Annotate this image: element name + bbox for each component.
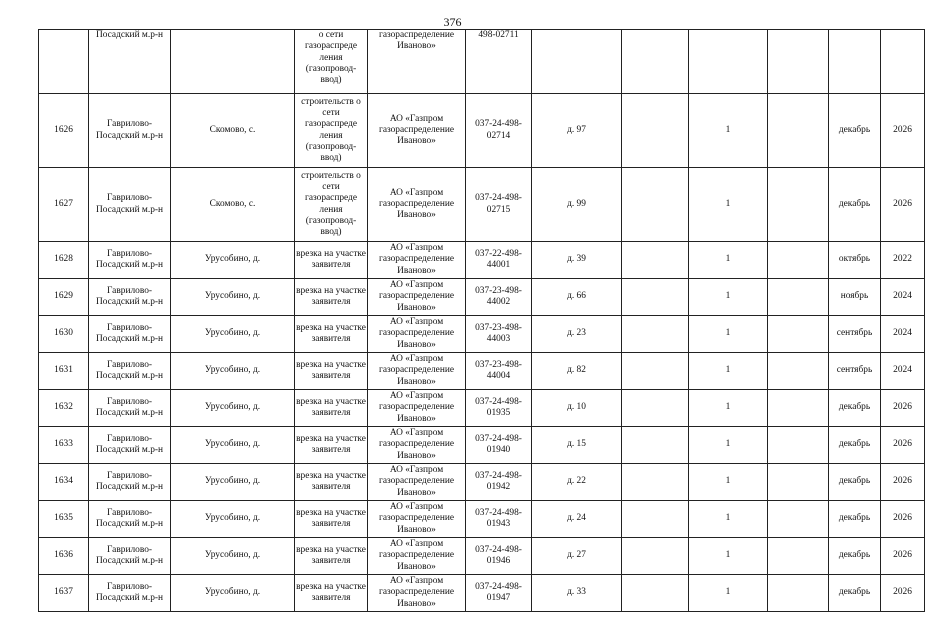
cell-work-type: врезка на участке заявителя — [295, 501, 368, 538]
cell-organization: АО «Газпром газораспределение Иваново» — [368, 390, 466, 427]
cell-year: 2026 — [881, 501, 925, 538]
cell-month: ноябрь — [829, 279, 881, 316]
table-row — [39, 353, 925, 390]
cell-empty-2 — [768, 94, 829, 168]
cell-settlement: Урусобино, д. — [171, 316, 295, 353]
cell-empty-2 — [768, 279, 829, 316]
cell-district: Гаврилово-Посадский м.р-н — [89, 575, 171, 612]
cell-work-type: врезка на участке заявителя — [295, 427, 368, 464]
cell-district: Гаврилово-Посадский м.р-н — [89, 168, 171, 242]
cell-district: Гаврилово-Посадский м.р-н — [89, 427, 171, 464]
cell-year: 2026 — [881, 427, 925, 464]
cell-number: 1631 — [39, 353, 89, 390]
cell-house: д. 10 — [532, 390, 622, 427]
cell-year: 2026 — [881, 94, 925, 168]
cell-district: Гаврилово-Посадский м.р-н — [89, 390, 171, 427]
cell-year: 2026 — [881, 538, 925, 575]
cell-empty-2 — [768, 464, 829, 501]
cell-month: декабрь — [829, 464, 881, 501]
cell-count — [689, 30, 768, 94]
cell-month — [829, 30, 881, 94]
cell-empty-2 — [768, 353, 829, 390]
cell-registration-number: 037-24-498-01947 — [466, 575, 532, 612]
cell-registration-number: 037-24-498-01942 — [466, 464, 532, 501]
cell-month: декабрь — [829, 538, 881, 575]
cell-organization: АО «Газпром газораспределение Иваново» — [368, 464, 466, 501]
table-row — [39, 464, 925, 501]
cell-house: д. 39 — [532, 242, 622, 279]
table-row-continuation — [39, 30, 925, 94]
cell-empty-2 — [768, 575, 829, 612]
cell-registration-number: 037-24-498-01946 — [466, 538, 532, 575]
cell-house: д. 66 — [532, 279, 622, 316]
cell-empty-2 — [768, 168, 829, 242]
cell-house: д. 27 — [532, 538, 622, 575]
cell-settlement: Скомово, с. — [171, 168, 295, 242]
cell-settlement: Скомово, с. — [171, 94, 295, 168]
cell-organization: АО «Газпром газораспределение Иваново» — [368, 575, 466, 612]
cell-empty-1 — [622, 353, 689, 390]
cell-work-type: врезка на участке заявителя — [295, 242, 368, 279]
cell-year: 2024 — [881, 279, 925, 316]
cell-settlement: Урусобино, д. — [171, 464, 295, 501]
cell-empty-1 — [622, 501, 689, 538]
cell-month: декабрь — [829, 427, 881, 464]
cell-number: 1632 — [39, 390, 89, 427]
cell-empty-2 — [768, 427, 829, 464]
cell-work-type: врезка на участке заявителя — [295, 353, 368, 390]
cell-count: 1 — [689, 464, 768, 501]
cell-work-type: о сети газораспреде ления (газопровод-ввод) — [295, 30, 368, 94]
table-row — [39, 427, 925, 464]
cell-organization: АО «Газпром газораспределение Иваново» — [368, 242, 466, 279]
cell-month: декабрь — [829, 390, 881, 427]
cell-registration-number: 037-23-498-44003 — [466, 316, 532, 353]
page-number: 376 — [443, 15, 462, 29]
cell-district: Посадский м.р-н — [89, 30, 171, 94]
table-body — [39, 30, 925, 612]
cell-empty-2 — [768, 538, 829, 575]
cell-number: 1635 — [39, 501, 89, 538]
cell-count: 1 — [689, 538, 768, 575]
cell-organization: АО «Газпром газораспределение Иваново» — [368, 353, 466, 390]
cell-empty-2 — [768, 242, 829, 279]
cell-registration-number: 037-22-498-44001 — [466, 242, 532, 279]
cell-registration-number: 037-24-498-01943 — [466, 501, 532, 538]
cell-empty-1 — [622, 464, 689, 501]
cell-settlement: Урусобино, д. — [171, 353, 295, 390]
cell-district: Гаврилово-Посадский м.р-н — [89, 94, 171, 168]
cell-house: д. 99 — [532, 168, 622, 242]
cell-settlement: Урусобино, д. — [171, 242, 295, 279]
cell-year: 2026 — [881, 575, 925, 612]
table-row — [39, 242, 925, 279]
cell-count: 1 — [689, 168, 768, 242]
cell-organization: АО «Газпром газораспределение Иваново» — [368, 168, 466, 242]
cell-empty-1 — [622, 94, 689, 168]
cell-settlement: Урусобино, д. — [171, 390, 295, 427]
table-row — [39, 538, 925, 575]
cell-month: сентябрь — [829, 316, 881, 353]
cell-month: декабрь — [829, 575, 881, 612]
cell-count: 1 — [689, 279, 768, 316]
cell-organization: АО «Газпром газораспределение Иваново» — [368, 538, 466, 575]
cell-district: Гаврилово-Посадский м.р-н — [89, 242, 171, 279]
table-row — [39, 94, 925, 168]
cell-district: Гаврилово-Посадский м.р-н — [89, 353, 171, 390]
cell-house: д. 23 — [532, 316, 622, 353]
cell-number: 1627 — [39, 168, 89, 242]
cell-year: 2026 — [881, 464, 925, 501]
table-row — [39, 575, 925, 612]
cell-registration-number: 037-24-498-01940 — [466, 427, 532, 464]
table-row — [39, 390, 925, 427]
cell-district: Гаврилово-Посадский м.р-н — [89, 464, 171, 501]
cell-house: д. 82 — [532, 353, 622, 390]
cell-empty-1 — [622, 242, 689, 279]
table-row — [39, 501, 925, 538]
cell-number — [39, 30, 89, 94]
cell-empty-1 — [622, 30, 689, 94]
cell-district: Гаврилово-Посадский м.р-н — [89, 316, 171, 353]
cell-work-type: врезка на участке заявителя — [295, 538, 368, 575]
gasification-table — [38, 29, 925, 612]
cell-month: декабрь — [829, 94, 881, 168]
cell-empty-2 — [768, 390, 829, 427]
cell-work-type: строительств о сети газораспреде ления (газопровод-ввод) — [295, 94, 368, 168]
cell-settlement: Урусобино, д. — [171, 279, 295, 316]
cell-count: 1 — [689, 427, 768, 464]
cell-house: д. 15 — [532, 427, 622, 464]
cell-number: 1634 — [39, 464, 89, 501]
cell-count: 1 — [689, 501, 768, 538]
cell-house: д. 33 — [532, 575, 622, 612]
cell-organization: АО «Газпром газораспределение Иваново» — [368, 427, 466, 464]
cell-settlement: Урусобино, д. — [171, 575, 295, 612]
cell-empty-2 — [768, 501, 829, 538]
cell-year — [881, 30, 925, 94]
cell-month: декабрь — [829, 168, 881, 242]
cell-house: д. 22 — [532, 464, 622, 501]
table-row — [39, 316, 925, 353]
cell-house: д. 24 — [532, 501, 622, 538]
cell-empty-2 — [768, 30, 829, 94]
cell-settlement — [171, 30, 295, 94]
cell-count: 1 — [689, 94, 768, 168]
cell-work-type: врезка на участке заявителя — [295, 464, 368, 501]
cell-year: 2024 — [881, 316, 925, 353]
cell-registration-number: 037-23-498-44004 — [466, 353, 532, 390]
cell-year: 2026 — [881, 390, 925, 427]
cell-empty-1 — [622, 575, 689, 612]
cell-number: 1626 — [39, 94, 89, 168]
cell-count: 1 — [689, 316, 768, 353]
cell-month: сентябрь — [829, 353, 881, 390]
table-row — [39, 279, 925, 316]
cell-registration-number: 037-23-498-44002 — [466, 279, 532, 316]
cell-number: 1633 — [39, 427, 89, 464]
cell-work-type: врезка на участке заявителя — [295, 316, 368, 353]
table-row — [39, 168, 925, 242]
cell-empty-2 — [768, 316, 829, 353]
cell-settlement: Урусобино, д. — [171, 427, 295, 464]
cell-registration-number: 037-24-498-02714 — [466, 94, 532, 168]
cell-work-type: строительств о сети газораспреде ления (газопровод-ввод) — [295, 168, 368, 242]
cell-house — [532, 30, 622, 94]
cell-organization: АО «Газпром газораспределение Иваново» — [368, 316, 466, 353]
cell-district: Гаврилово-Посадский м.р-н — [89, 538, 171, 575]
cell-count: 1 — [689, 242, 768, 279]
cell-settlement: Урусобино, д. — [171, 501, 295, 538]
cell-district: Гаврилово-Посадский м.р-н — [89, 279, 171, 316]
cell-empty-1 — [622, 538, 689, 575]
cell-empty-1 — [622, 316, 689, 353]
cell-number: 1637 — [39, 575, 89, 612]
cell-organization: АО «Газпром газораспределение Иваново» — [368, 279, 466, 316]
cell-registration-number: 037-24-498-02715 — [466, 168, 532, 242]
cell-empty-1 — [622, 279, 689, 316]
cell-work-type: врезка на участке заявителя — [295, 390, 368, 427]
cell-empty-1 — [622, 427, 689, 464]
cell-number: 1628 — [39, 242, 89, 279]
cell-count: 1 — [689, 575, 768, 612]
cell-district: Гаврилово-Посадский м.р-н — [89, 501, 171, 538]
cell-organization: АО «Газпром газораспределение Иваново» — [368, 94, 466, 168]
cell-house: д. 97 — [532, 94, 622, 168]
cell-registration-number: 498-02711 — [466, 30, 532, 94]
cell-month: октябрь — [829, 242, 881, 279]
cell-work-type: врезка на участке заявителя — [295, 575, 368, 612]
cell-settlement: Урусобино, д. — [171, 538, 295, 575]
cell-registration-number: 037-24-498-01935 — [466, 390, 532, 427]
cell-count: 1 — [689, 390, 768, 427]
cell-month: декабрь — [829, 501, 881, 538]
cell-number: 1630 — [39, 316, 89, 353]
cell-number: 1629 — [39, 279, 89, 316]
cell-work-type: врезка на участке заявителя — [295, 279, 368, 316]
cell-year: 2022 — [881, 242, 925, 279]
cell-year: 2024 — [881, 353, 925, 390]
cell-year: 2026 — [881, 168, 925, 242]
cell-empty-1 — [622, 390, 689, 427]
cell-count: 1 — [689, 353, 768, 390]
cell-organization: АО «Газпром газораспределение Иваново» — [368, 501, 466, 538]
cell-empty-1 — [622, 168, 689, 242]
cell-number: 1636 — [39, 538, 89, 575]
cell-organization: газораспределение Иваново» — [368, 30, 466, 94]
